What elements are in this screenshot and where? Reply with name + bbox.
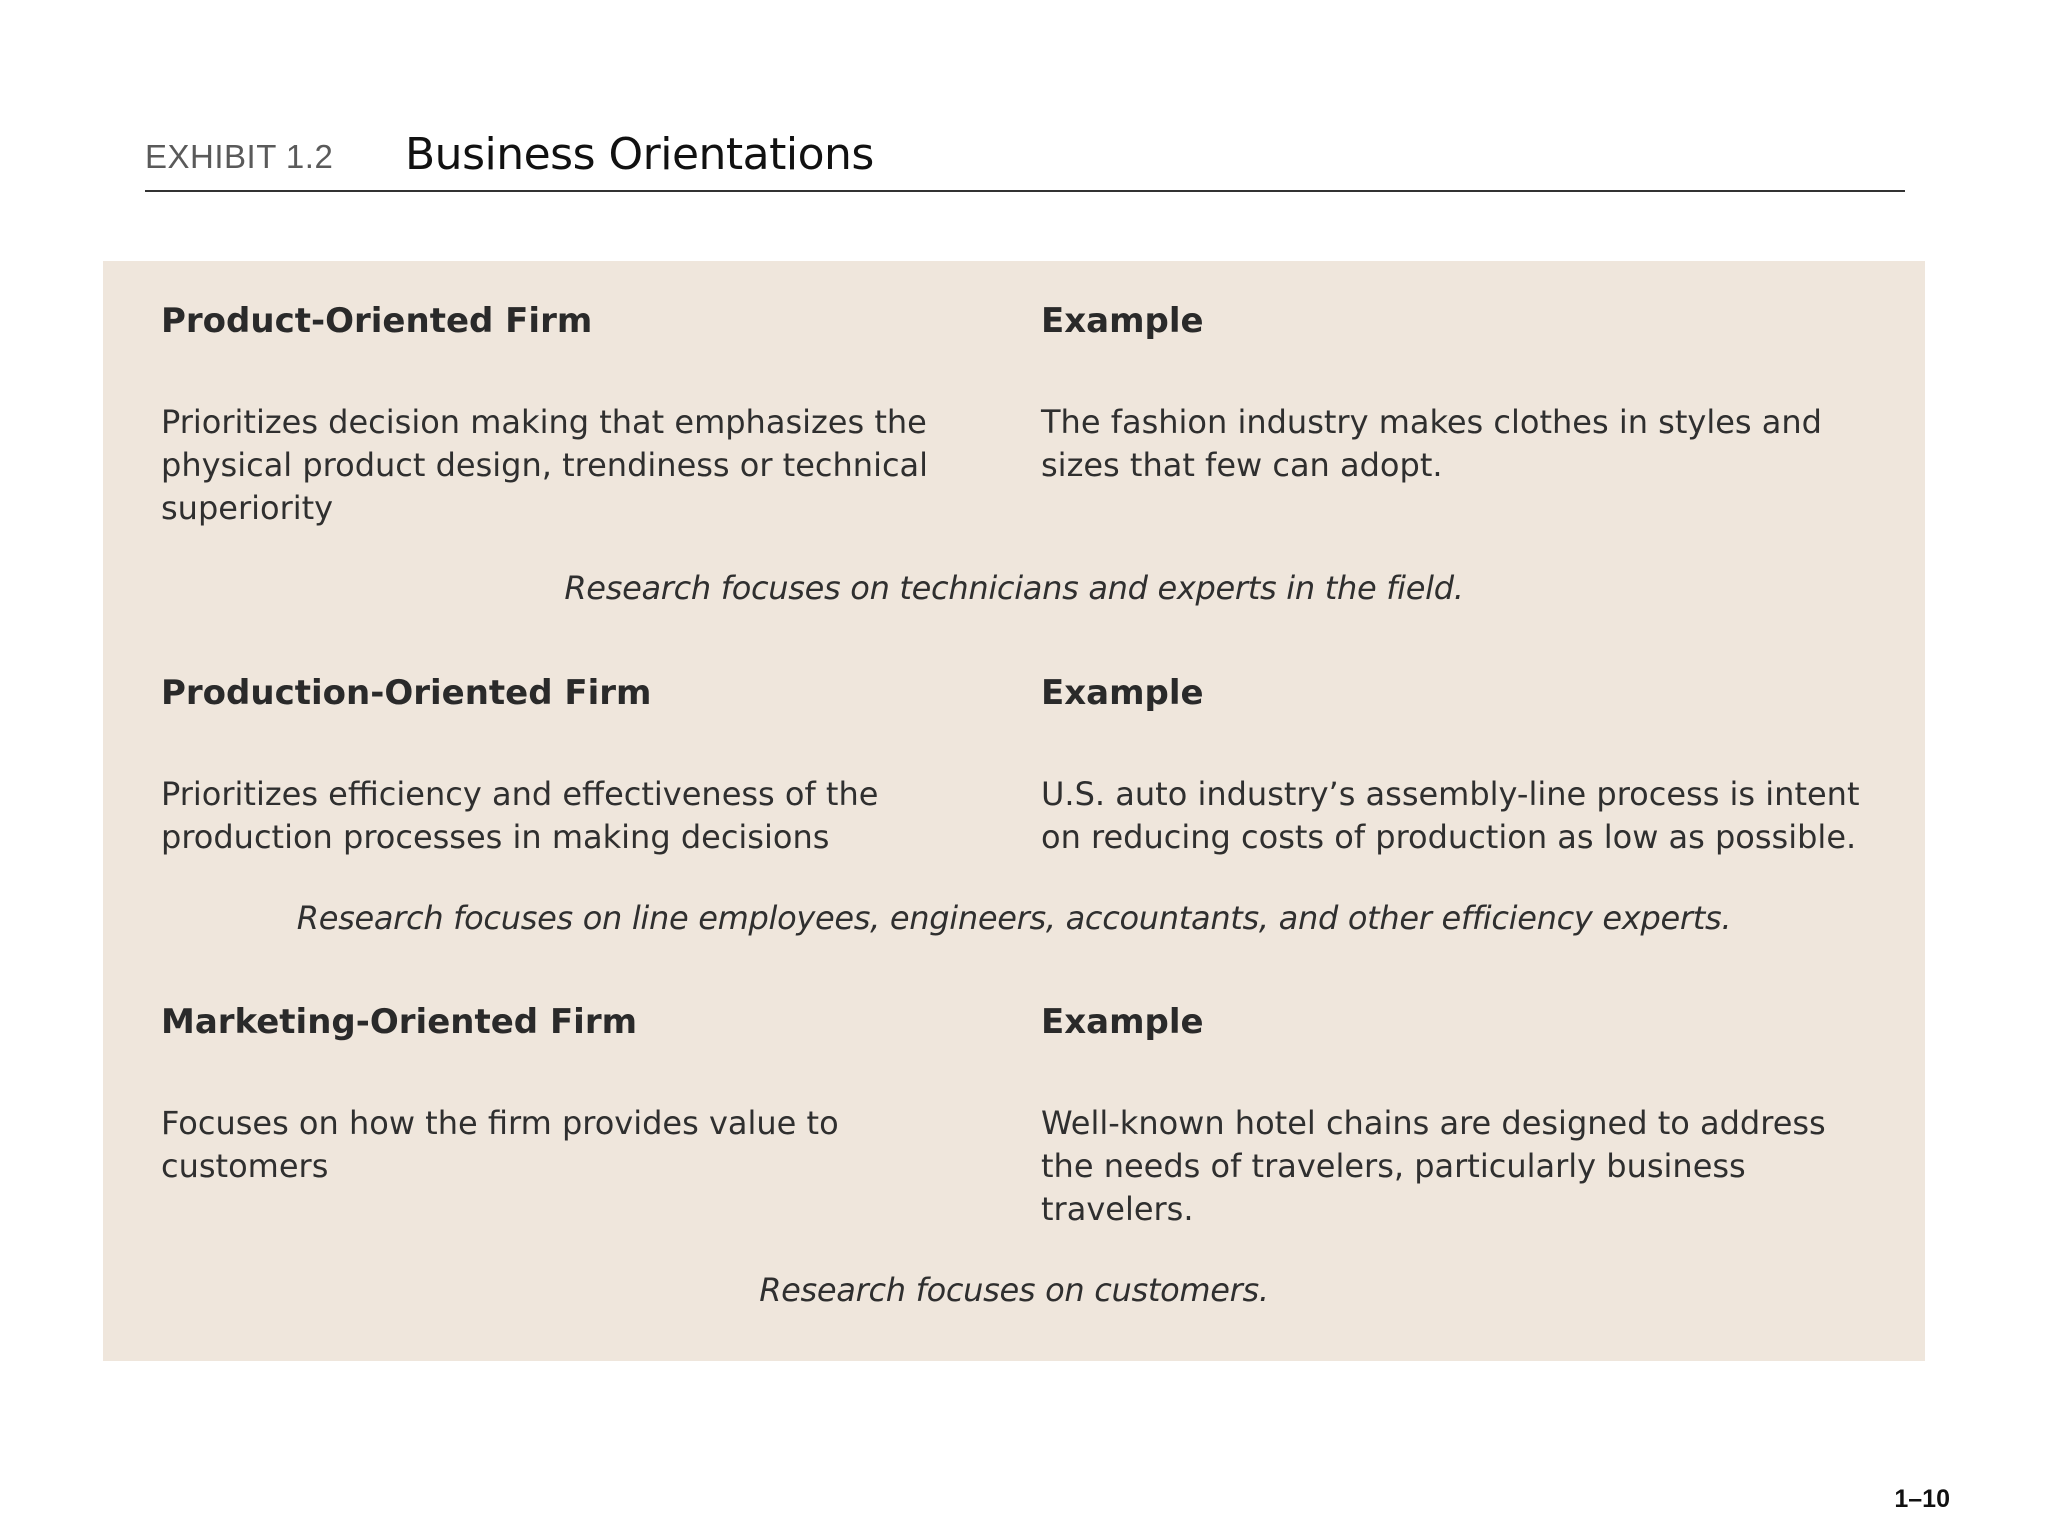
example-text: U.S. auto industry’s assembly-line process is intent on reducing costs of production as low as possible.	[1041, 775, 1860, 856]
example-text: Well-known hotel chains are designed to address the needs of travelers, particularly business travelers.	[1041, 1104, 1826, 1228]
example-column	[1041, 673, 1881, 859]
header-divider	[145, 190, 1905, 192]
orientation-heading: Product-Oriented Firm	[161, 301, 593, 341]
exhibit-label: EXHIBIT 1.2	[145, 138, 334, 175]
example-heading: Example	[1041, 301, 1204, 341]
orientation-description: Prioritizes efficiency and effectiveness of the production processes in making decisions	[161, 775, 879, 856]
orientations-panel	[103, 261, 1925, 1361]
orientation-column	[161, 673, 961, 859]
orientation-column	[161, 1002, 961, 1188]
page-number: 1–10	[1894, 1485, 1950, 1513]
example-column	[1041, 301, 1881, 487]
research-focus-note: Research focuses on technicians and experts in the field.	[564, 569, 1464, 607]
research-focus-note: Research focuses on line employees, engineers, accountants, and other efficiency experts.	[296, 899, 1732, 937]
orientation-heading: Production-Oriented Firm	[161, 673, 652, 713]
example-heading: Example	[1041, 1002, 1204, 1042]
example-heading: Example	[1041, 673, 1204, 713]
slide-header	[145, 128, 1905, 190]
orientation-heading: Marketing-Oriented Firm	[161, 1002, 638, 1042]
exhibit-title: Business Orientations	[405, 129, 874, 180]
orientation-description: Focuses on how the firm provides value to customers	[161, 1104, 839, 1185]
orientation-column	[161, 301, 961, 530]
example-column	[1041, 1002, 1881, 1231]
example-text: The fashion industry makes clothes in styles and sizes that few can adopt.	[1041, 403, 1822, 484]
research-focus-note: Research focuses on customers.	[759, 1271, 1269, 1309]
orientation-description: Prioritizes decision making that emphasizes the physical product design, trendiness or technical superiority	[161, 403, 929, 527]
